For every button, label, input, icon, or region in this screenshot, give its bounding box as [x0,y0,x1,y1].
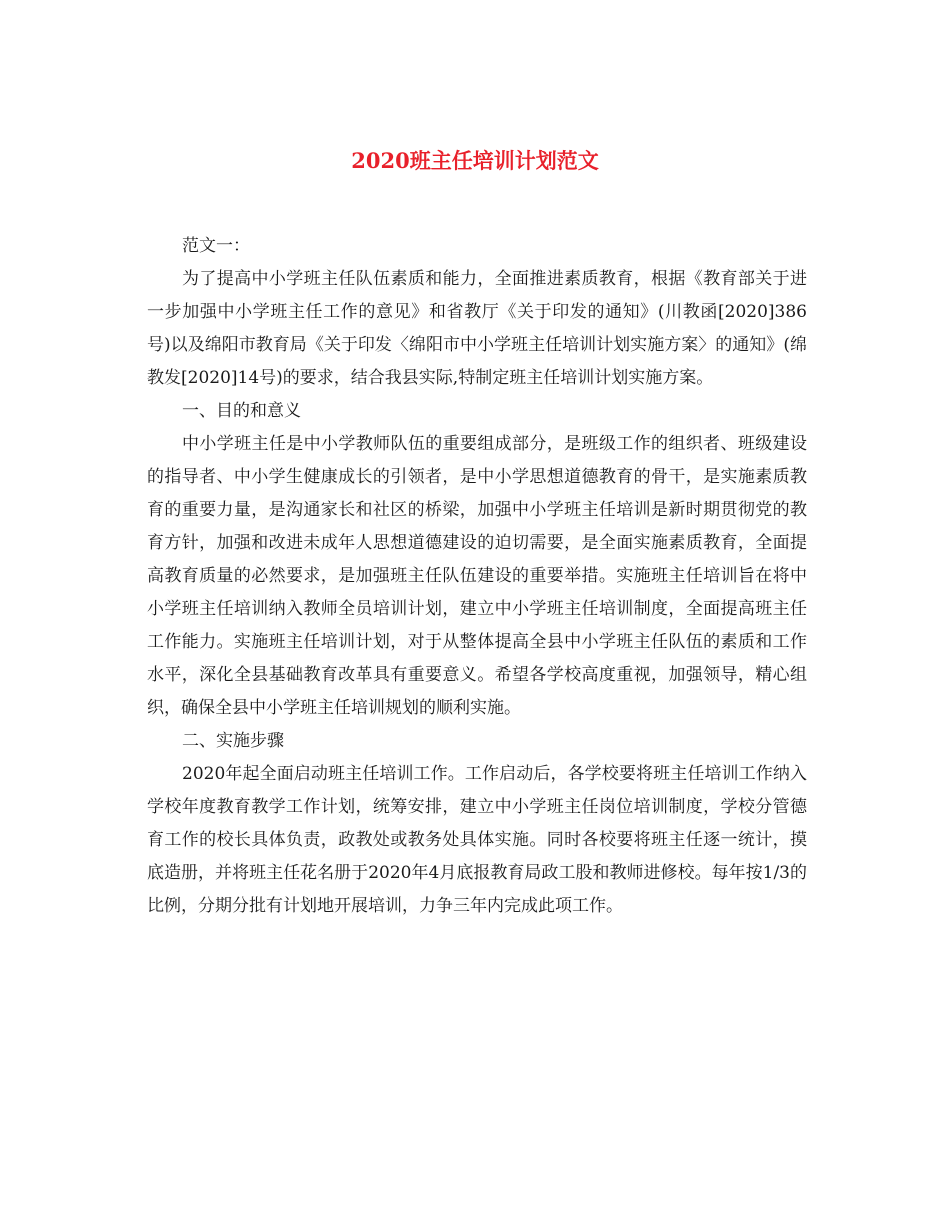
document-body [147,230,807,923]
heading-implementation-steps: 二、实施步骤 [182,731,284,751]
heading-purpose-and-significance: 一、目的和意义 [182,401,301,421]
section-label-example-one: 范文一： [182,236,250,256]
paragraph-steps: 2020年起全面启动班主任培训工作。工作启动后，各学校要将班主任培训工作纳入学校年度教育教学工作计划，统筹安排，建立中小学班主任岗位培训制度，学校分管德育工作的校长具体负责，政教处或教务处具体实施。同时各校要将班主任逐一统计，摸底造册，并将班主任花名册于2020年4月底报教育局政工股和教师进修校。每年按1/3的比例，分期分批有计划地开展培训，力争三年内完成此项工作。 [147,764,807,916]
document-title: 2020班主任培训计划范文 [351,148,599,173]
paragraph-purpose: 中小学班主任是中小学教师队伍的重要组成部分，是班级工作的组织者、班级建设的指导者、中小学生健康成长的引领者，是中小学思想道德教育的骨干，是实施素质教育的重要力量，是沟通家长和社区的桥梁，加强中小学班主任培训是新时期贯彻党的教育方针，加强和改进未成年人思想道德建设的迫切需要，是全面实施素质教育，全面提高教育质量的必然要求，是加强班主任队伍建设的重要举措。实施班主任培训旨在将中小学班主任培训纳入教师全员培训计划，建立中小学班主任培训制度，全面提高班主任工作能力。实施班主任培训计划，对于从整体提高全县中小学班主任队伍的素质和工作水平，深化全县基础教育改革具有重要意义。希望各学校高度重视，加强领导，精心组织，确保全县中小学班主任培训规划的顺利实施。 [147,434,807,718]
paragraph-intro: 为了提高中小学班主任队伍素质和能力，全面推进素质教育，根据《教育部关于进一步加强中小学班主任工作的意见》和省教厅《关于印发的通知》(川教函[2020]386号)以及绵阳市教育局《关于印发〈绵阳市中小学班主任培训计划实施方案〉的通知》(绵教发[2020]14号)的要求，结合我县实际,特制定班主任培训计划实施方案。 [147,269,807,388]
